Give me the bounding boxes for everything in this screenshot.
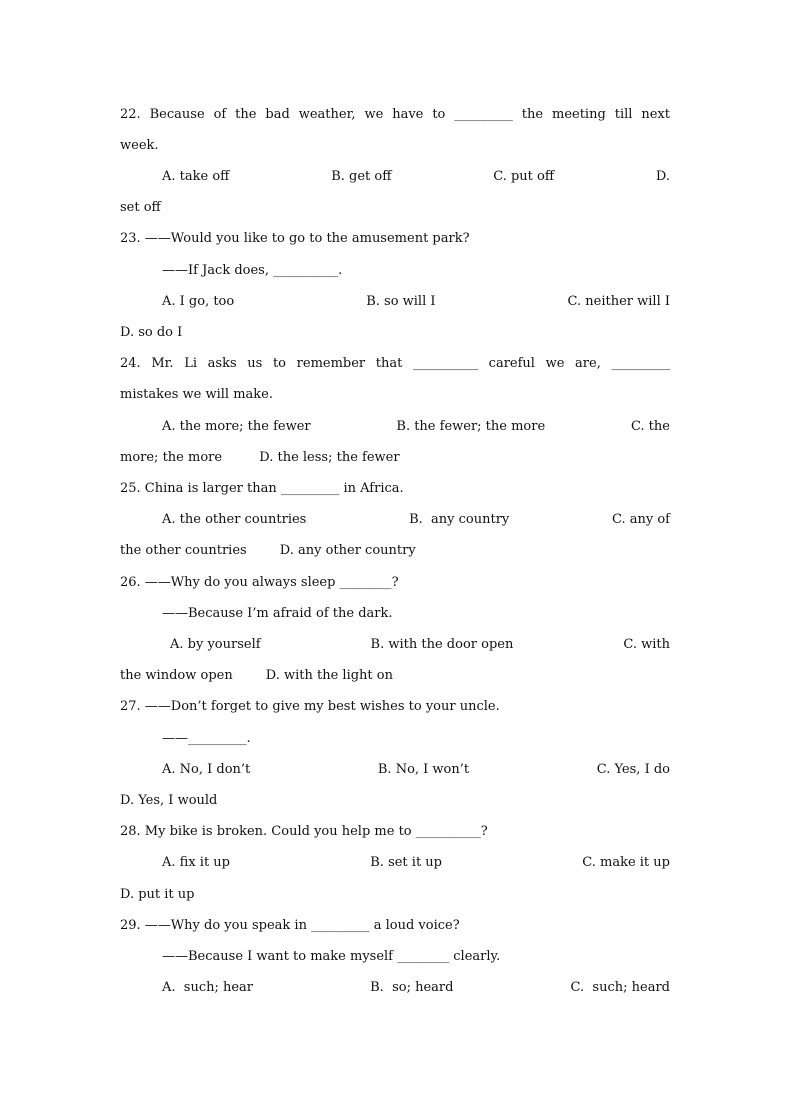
question-26-stem: 26. ——Why do you always sleep ________? — [120, 575, 399, 590]
question-27-stem-cont: ——_________. — [162, 731, 251, 746]
question-23-options-wrap: D. so do I — [120, 325, 183, 340]
option-b: B. with the door open — [370, 637, 514, 652]
question-28-options-wrap: D. put it up — [120, 887, 195, 902]
question-22-options — [162, 169, 670, 185]
option-a: A. I go, too — [162, 294, 235, 309]
question-25-options-wrap: the other countries D. any other country — [120, 543, 416, 558]
question-23-stem-cont: ——If Jack does, __________. — [162, 263, 343, 278]
question-29-stem-cont: ——Because I want to make myself ________ clearly. — [162, 949, 501, 964]
option-c: C. neither will I — [567, 294, 670, 309]
question-27-stem: 27. ——Don’t forget to give my best wishes to your uncle. — [120, 699, 500, 714]
option-a: A. such; hear — [162, 980, 254, 995]
option-b: B. No, I won’t — [377, 762, 470, 777]
question-26-options-wrap: the window open D. with the light on — [120, 668, 393, 683]
question-27-options-wrap: D. Yes, I would — [120, 793, 218, 808]
question-24-options — [162, 419, 670, 435]
question-26-stem-cont: ——Because I’m afraid of the dark. — [162, 606, 393, 621]
option-b: B. set it up — [370, 855, 442, 870]
question-24-options-wrap: more; the more D. the less; the fewer — [120, 450, 400, 465]
question-25-options — [162, 512, 670, 528]
question-29-options — [162, 980, 670, 996]
option-c: C. Yes, I do — [596, 762, 670, 777]
option-b: B. the fewer; the more — [396, 419, 546, 434]
option-a: A. fix it up — [162, 855, 230, 870]
question-23-options — [162, 294, 670, 310]
question-22-options-wrap: set off — [120, 200, 161, 215]
option-c: C. such; heard — [570, 980, 670, 995]
option-c: C. with — [623, 637, 670, 652]
option-c: C. any of — [611, 512, 670, 527]
question-24-stem-cont: mistakes we will make. — [120, 387, 273, 402]
question-23-stem: 23. ——Would you like to go to the amusement park? — [120, 231, 470, 246]
question-26-options — [170, 637, 670, 653]
option-b: B. get off — [331, 169, 392, 184]
question-22-stem: 22. Because of the bad weather, we have to _________ the meeting till next — [120, 107, 670, 122]
question-24-stem: 24. Mr. Li asks us to remember that __________ careful we are, _________ — [120, 356, 670, 371]
option-b: B. so; heard — [370, 980, 454, 995]
option-a: A. take off — [162, 169, 230, 184]
option-a: A. No, I don’t — [162, 762, 251, 777]
option-c: C. put off — [493, 169, 555, 184]
option-b: B. any country — [409, 512, 510, 527]
question-28-options — [162, 855, 670, 871]
question-29-stem: 29. ——Why do you speak in _________ a loud voice? — [120, 918, 460, 933]
question-27-options — [162, 762, 670, 778]
option-a: A. the other countries — [162, 512, 307, 527]
option-d: D. — [655, 169, 670, 184]
option-a: A. by yourself — [170, 637, 261, 652]
option-c: C. the — [630, 419, 670, 434]
question-28-stem: 28. My bike is broken. Could you help me to __________? — [120, 824, 488, 839]
question-25-stem: 25. China is larger than _________ in Africa. — [120, 481, 404, 496]
option-a: A. the more; the fewer — [162, 419, 311, 434]
option-b: B. so will I — [366, 294, 436, 309]
option-c: C. make it up — [582, 855, 670, 870]
question-22-stem-cont: week. — [120, 138, 159, 153]
